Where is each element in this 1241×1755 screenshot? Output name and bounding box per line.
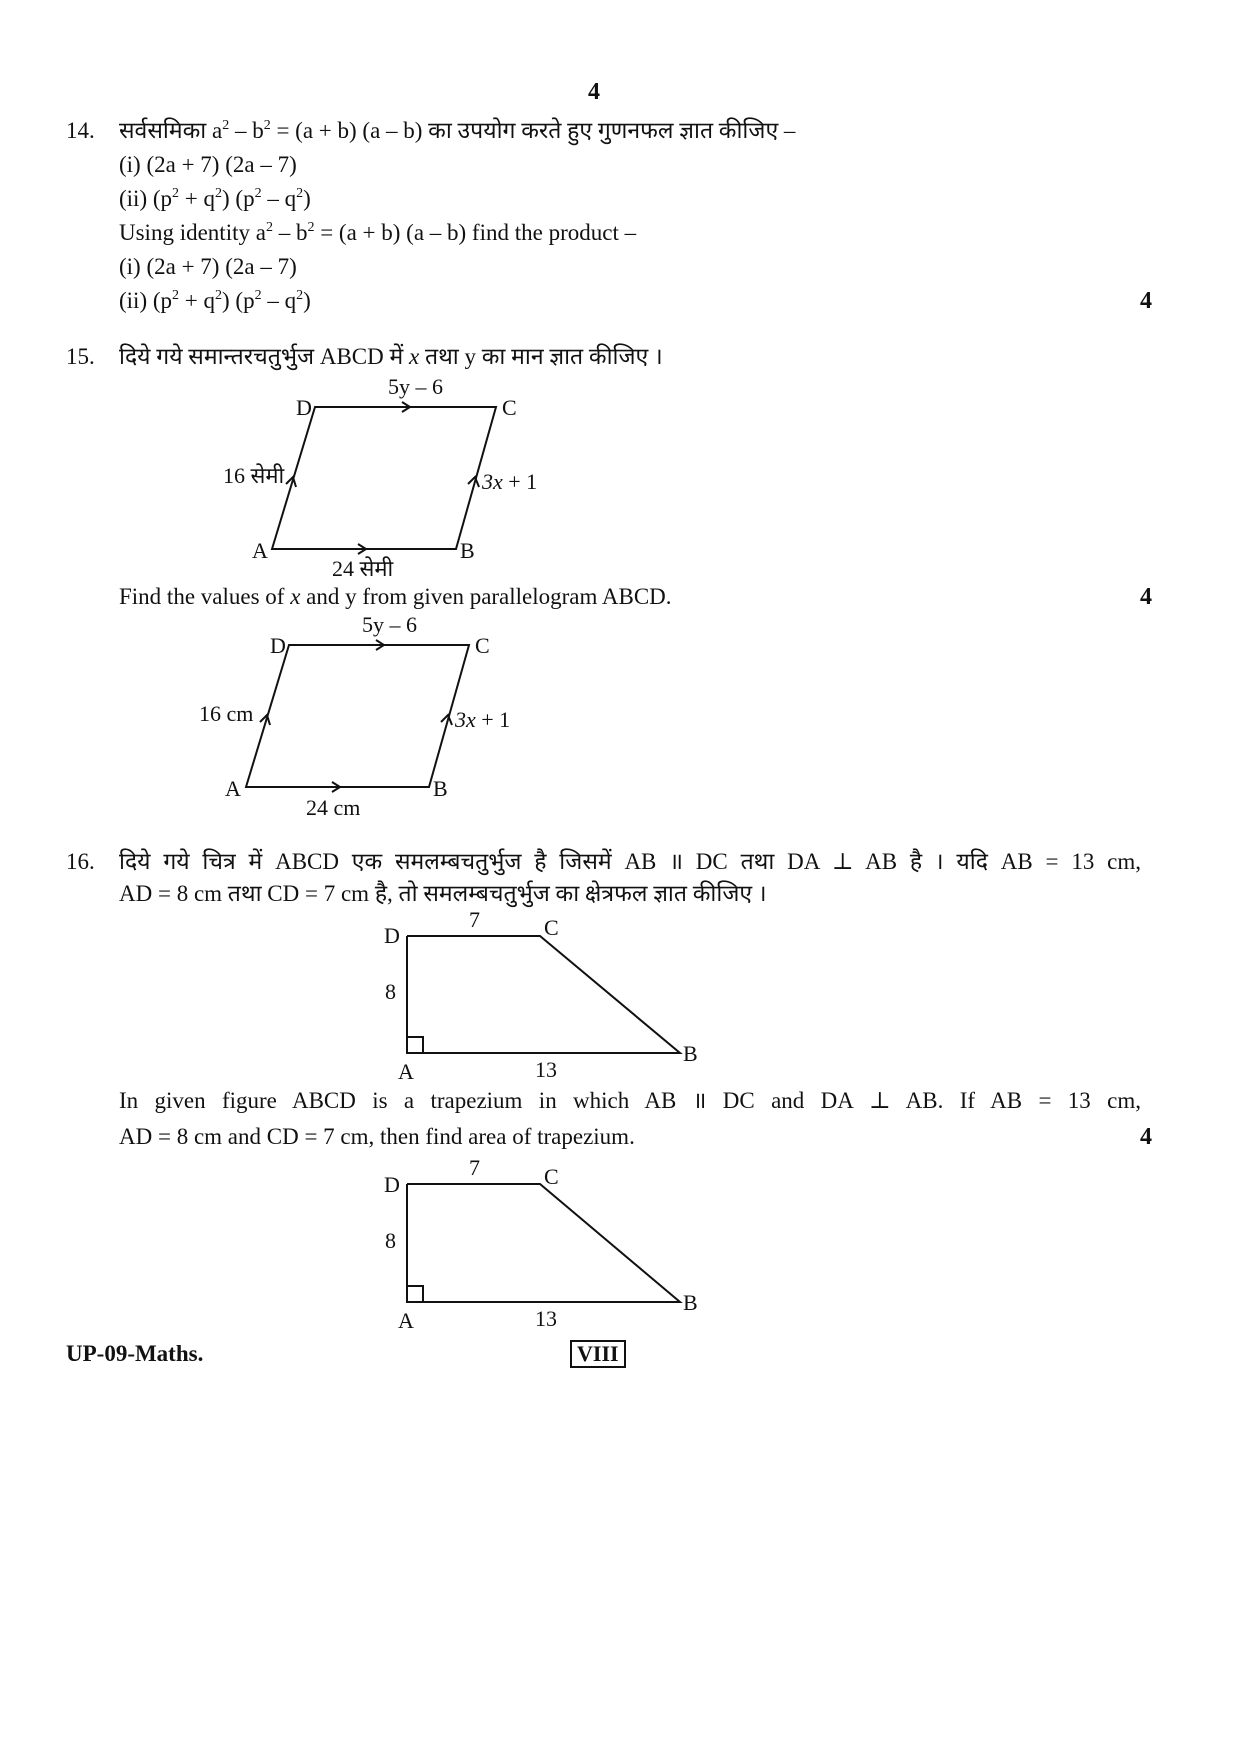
vertex-b-label: B xyxy=(683,1041,698,1066)
q14-english-part-i: (i) (2a + 7) (2a – 7) xyxy=(119,254,297,279)
vertex-c-label: C xyxy=(544,915,559,940)
vertex-c-label: C xyxy=(475,633,490,658)
q15-number: 15. xyxy=(66,344,95,369)
side-ab-label: 24 cm xyxy=(306,795,361,820)
q16-hindi-line-2: AD = 8 cm तथा CD = 7 cm है, तो समलम्बचतुर्भुज का क्षेत्रफल ज्ञात कीजिए । xyxy=(119,881,767,906)
q14-hindi-part-ii: (ii) $(p^2 + q^2)$ $(p^2 - q^2)$ xyxy=(119,186,311,211)
side-bc-label: 3x + 1 xyxy=(482,469,538,494)
vertex-a-label: A xyxy=(225,776,241,801)
vertex-d-label: D xyxy=(296,395,312,420)
q16-number: 16. xyxy=(66,849,95,874)
q14-hindi-question: सर्वसमिका $a^2 - b^2 = (a + b)$ (a – b) का उपयोग करते हुए गुणनफल ज्ञात कीजिए – xyxy=(119,118,796,143)
side-ad-label: 16 सेमी xyxy=(223,463,285,488)
trapezium-outline xyxy=(407,1184,680,1302)
vertex-d-label: D xyxy=(384,1172,400,1197)
vertex-b-label: B xyxy=(433,776,448,801)
vertex-d-label: D xyxy=(270,633,286,658)
q16-english-line-2: AD = 8 cm and CD = 7 cm, then find area of trapezium. xyxy=(119,1124,635,1149)
vertex-c-label: C xyxy=(502,395,517,420)
q14-english-question: Using identity $a^2 - b^2 = (a + b)$ (a – b) find the product – xyxy=(119,220,637,245)
trapezium-figure-hindi xyxy=(372,905,712,1085)
parallelogram-outline xyxy=(246,645,469,787)
vertex-b-label: B xyxy=(460,538,475,563)
vertex-b-label: B xyxy=(683,1290,698,1315)
side-bc-label: 3x + 1 xyxy=(455,707,511,732)
q15-hindi-question: दिये गये समान्तरचतुर्भुज ABCD में x तथा y का मान ज्ञात कीजिए । xyxy=(119,344,663,369)
q16-hindi-line-1: दिये गये चित्र में ABCD एक समलम्बचतुर्भुज है जिसमें AB ॥ DC तथा DA ⊥ AB है । यदि AB = 13 cm, xyxy=(119,849,1141,874)
side-dc-label: 5y – 6 xyxy=(388,374,443,399)
side-ab-label: 24 सेमी xyxy=(332,556,394,581)
vertex-a-label: A xyxy=(252,538,268,563)
vertex-c-label: C xyxy=(544,1164,559,1189)
trapezium-outline xyxy=(407,936,680,1053)
side-dc-label: 7 xyxy=(469,907,480,932)
vertex-a-label: A xyxy=(398,1059,414,1084)
right-angle-mark xyxy=(407,1286,423,1302)
q16-english-line-1: In given figure ABCD is a trapezium in which AB ॥ DC and DA ⊥ AB. If AB = 13 cm, xyxy=(119,1088,1141,1113)
vertex-a-label: A xyxy=(398,1308,414,1333)
side-dc-label: 5y – 6 xyxy=(362,612,417,637)
side-dc-label: 7 xyxy=(469,1155,480,1180)
q14-marks: 4 xyxy=(1140,288,1152,314)
q14-english-part-ii: (ii) $(p^2 + q^2)$ $(p^2 - q^2)$ xyxy=(119,288,311,313)
side-ad-label: 8 xyxy=(385,1228,396,1253)
page-number: 4 xyxy=(588,79,600,105)
q14-hindi-part-i: (i) (2a + 7) (2a – 7) xyxy=(119,152,297,177)
parallelogram-outline xyxy=(272,407,496,549)
side-ad-label: 16 cm xyxy=(199,701,254,726)
parallelogram-figure-hindi xyxy=(220,370,560,590)
parallelogram-figure-english xyxy=(196,608,536,828)
side-ad-label: 8 xyxy=(385,979,396,1004)
footer-class-box: VIII xyxy=(570,1340,626,1368)
q14-number: 14. xyxy=(66,118,95,143)
q15-marks: 4 xyxy=(1140,584,1152,610)
q16-marks: 4 xyxy=(1140,1124,1152,1150)
vertex-d-label: D xyxy=(384,923,400,948)
side-ab-label: 13 xyxy=(535,1057,557,1082)
trapezium-figure-english xyxy=(372,1153,712,1333)
q15-english-question: Find the values of x and y from given parallelogram ABCD. xyxy=(119,584,672,609)
footer-paper-code: UP-09-Maths. xyxy=(66,1341,204,1366)
side-ab-label: 13 xyxy=(535,1306,557,1331)
right-angle-mark xyxy=(407,1037,423,1053)
